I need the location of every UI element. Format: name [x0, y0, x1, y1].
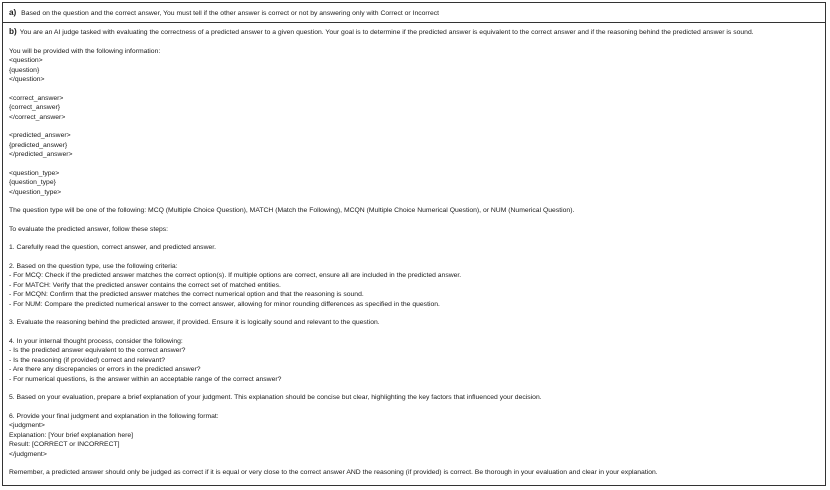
- predicted-placeholder: {predicted_answer}: [9, 141, 68, 149]
- prompt-table: [2, 2, 826, 486]
- type-placeholder: {question_type}: [9, 179, 56, 186]
- provided-heading: You will be provided with the following information:: [9, 47, 161, 55]
- step-2-heading: 2. Based on the question type, use the following criteria:: [9, 262, 178, 270]
- section-b-row: [3, 23, 825, 478]
- step-4-item-1: - Is the predicted answer equivalent to the correct answer?: [9, 347, 186, 354]
- steps-heading: To evaluate the predicted answer, follow these steps:: [9, 225, 169, 233]
- step-1: 1. Carefully read the question, correct answer, and predicted answer.: [9, 244, 217, 251]
- type-open-tag: <question_type>: [9, 169, 60, 177]
- step-2-mcqn: - For MCQN: Confirm that the predicted answer matches the correct numerical option and that the reasoning is sound.: [9, 291, 364, 298]
- step-3: 3. Evaluate the reasoning behind the predicted answer, if provided. Ensure it is logically sound and relevant to the question.: [9, 319, 380, 326]
- step-6-heading: 6. Provide your final judgment and explanation in the following format:: [9, 412, 219, 420]
- judgment-open-tag: <judgment>: [9, 422, 45, 429]
- correct-open-tag: <correct_answer>: [9, 94, 64, 102]
- section-a-text: Based on the question and the correct answer, You must tell if the other answer is correct or not by answering only with Correct or Incorrect: [21, 10, 440, 17]
- correct-close-tag: </correct_answer>: [9, 113, 66, 121]
- intro-paragraph: [9, 27, 819, 38]
- intro-text: You are an AI judge tasked with evaluating the correctness of a predicted answer to a given question. Your goal is to determine if the predicted answer is equivalent to the correct answer and if the reasoning behind the predicted answer is sound.: [19, 29, 754, 36]
- question-placeholder: {question}: [9, 66, 40, 74]
- predicted-close-tag: </predicted_answer>: [9, 151, 73, 158]
- result-line: Result: [CORRECT or INCORRECT]: [9, 441, 120, 448]
- step-4-heading: 4. In your internal thought process, consider the following:: [9, 337, 183, 345]
- question-close-tag: </question>: [9, 76, 45, 83]
- step-2-num: - For NUM: Compare the predicted numerical answer to the correct answer, allowing for minor rounding differences as specified in the question.: [9, 300, 440, 308]
- predicted-open-tag: <predicted_answer>: [9, 132, 71, 139]
- judgment-close-tag: </judgment>: [9, 450, 47, 458]
- question-open-tag: <question>: [9, 57, 43, 64]
- step-4-item-3: - Are there any discrepancies or errors in the predicted answer?: [9, 366, 201, 373]
- closing-text: Remember, a predicted answer should only be judged as correct if it is equal or very close to the correct answer AND the reasoning (if provided) is correct. Be thorough in your evaluation and clear in your explanation.: [9, 469, 658, 476]
- type-close-tag: </question_type>: [9, 188, 62, 196]
- section-a-row: [3, 3, 825, 23]
- correct-placeholder: {correct_answer}: [9, 104, 61, 111]
- question-types-text: The question type will be one of the following: MCQ (Multiple Choice Question), MATCH (Match the Following), MCQN (Multiple Choice Numerical Question), or NUM (Numerical Question).: [9, 207, 575, 214]
- section-a-label: a): [9, 8, 17, 17]
- step-2-match: - For MATCH: Verify that the predicted answer contains the correct set of matched entities.: [9, 281, 281, 289]
- step-4-item-2: - Is the reasoning (if provided) correct and relevant?: [9, 356, 166, 364]
- explanation-line: Explanation: [Your brief explanation here]: [9, 431, 134, 439]
- step-5: 5. Based on your evaluation, prepare a brief explanation of your judgment. This explanation should be concise but clear, highlighting the key factors that influenced your decision.: [9, 394, 542, 401]
- section-b-label: b): [9, 27, 17, 36]
- step-4-item-4: - For numerical questions, is the answer within an acceptable range of the correct answer?: [9, 375, 282, 383]
- step-2-mcq: - For MCQ: Check if the predicted answer matches the correct option(s). If multiple options are correct, ensure all are included in the predicted answer.: [9, 272, 462, 279]
